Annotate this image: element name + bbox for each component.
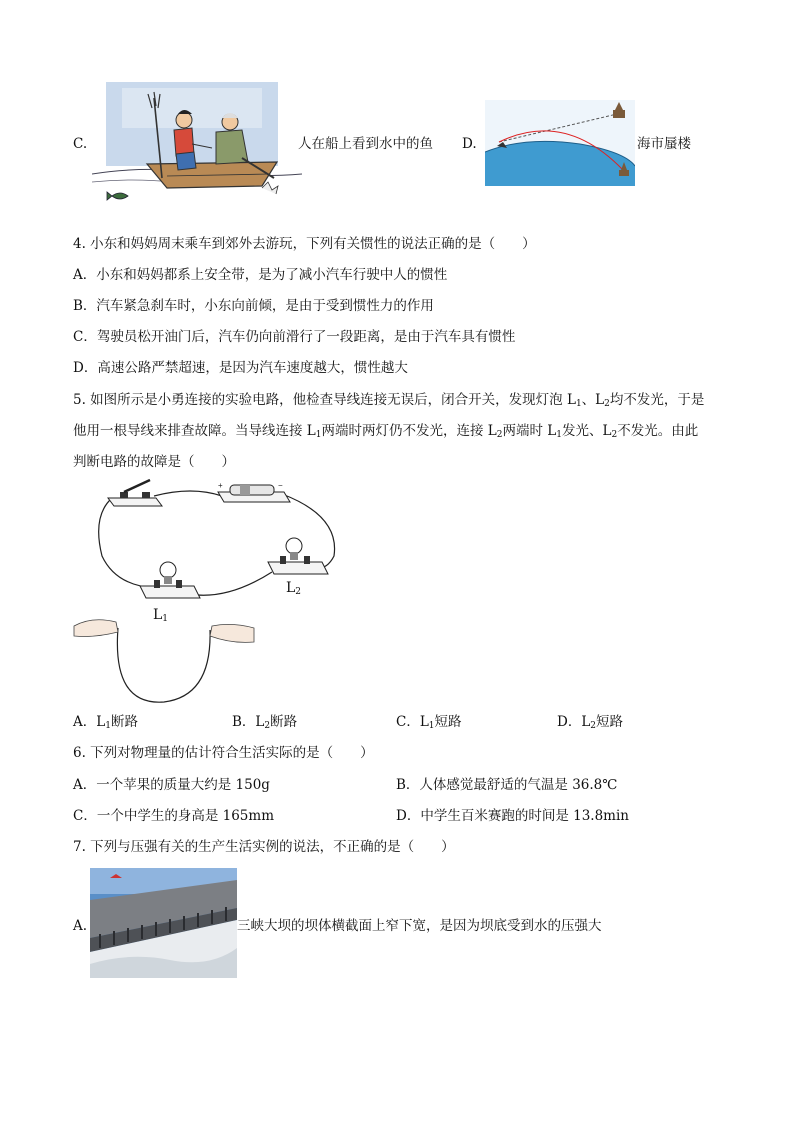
q6-option-a: A．一个苹果的质量大约是 150g (73, 777, 270, 793)
q7-option-a-letter: A. (73, 918, 88, 934)
option-d-caption: 海市蜃楼 (637, 136, 691, 152)
q7-stem: 7. 下列与压强有关的生产生活实例的说法，不正确的是（ ） (73, 839, 455, 855)
q7-option-a-caption: 三峡大坝的坝体横截面上窄下宽，是因为坝底受到水的压强大 (237, 918, 602, 934)
battery-plus: + (218, 481, 223, 490)
switch (108, 480, 162, 506)
q4-stem: 4. 小东和妈妈周末乘车到郊外去游玩，下列有关惯性的说法正确的是（ ） (73, 236, 536, 252)
q6-option-c: C．一个中学生的身高是 165mm (73, 808, 274, 824)
q4-option-b: B．汽车紧急刹车时，小东向前倾，是由于受到惯性力的作用 (73, 298, 434, 314)
option-c-letter: C. (73, 136, 88, 152)
q4-option-a: A．小东和妈妈都系上安全带，是为了减小汽车行驶中人的惯性 (73, 267, 448, 283)
q4-option-c: C．驾驶员松开油门后，汽车仍向前滑行了一段距离，是由于汽车具有惯性 (73, 329, 516, 345)
q5-stem-line1: 5. 如图所示是小勇连接的实验电路，他检查导线连接无误后，闭合开关，发现灯泡 $L_1$、$L_2$均不发光，于是 (73, 392, 705, 409)
q5-stem-line2: 他用一根导线来排查故障。当导线连接 $L_1$两端时两灯仍不发光，连接 $L_2$两端时 $L_1$发光、$L_2$不发光。由此 (73, 423, 699, 440)
q6-option-d: D．中学生百米赛跑的时间是 13.8min (396, 808, 629, 824)
battery (218, 481, 290, 502)
mirage-image (485, 100, 635, 186)
q5-option-c: C．$L_1$短路 (396, 714, 462, 731)
three-gorges-dam-image (90, 868, 237, 978)
label-l2: $L_2$ (286, 580, 302, 597)
lamp-l2 (268, 538, 328, 574)
option-c-caption: 人在船上看到水中的鱼 (298, 136, 433, 152)
battery-minus: − (278, 481, 283, 490)
option-d-letter: D. (462, 136, 477, 152)
boat-fish-image (92, 78, 302, 213)
q4-option-d: D．高速公路严禁超速，是因为汽车速度越大，惯性越大 (73, 360, 408, 376)
q5-option-a: A．$L_1$断路 (73, 714, 138, 731)
label-l1: $L_1$ (153, 607, 169, 624)
lamp-l1 (140, 562, 200, 598)
q6-option-b: B．人体感觉最舒适的气温是 36.8℃ (396, 777, 618, 793)
q5-option-b: B．$L_2$断路 (232, 714, 298, 731)
q5-stem-line3: 判断电路的故障是（ ） (73, 454, 235, 470)
circuit-diagram (72, 476, 352, 706)
q6-stem: 6. 下列对物理量的估计符合生活实际的是（ ） (73, 745, 374, 761)
q5-option-d: D．$L_2$短路 (557, 714, 624, 731)
